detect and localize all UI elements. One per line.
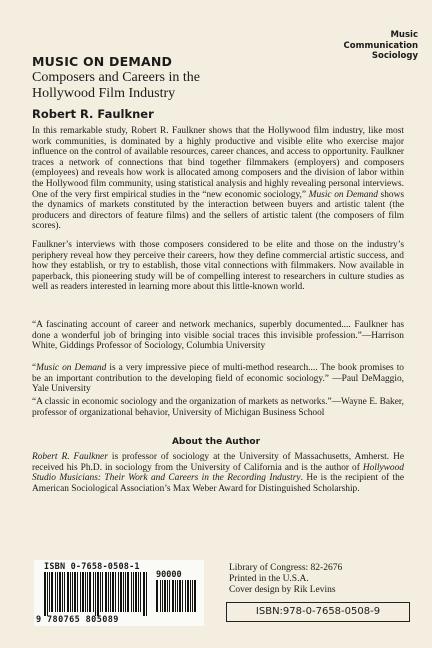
barcode-ean-number: 9 780765 805089 <box>36 615 119 625</box>
barcode-bar <box>179 580 181 612</box>
about-author-heading: About the Author <box>171 437 261 447</box>
barcode-bar <box>67 572 69 612</box>
review-book-title: Music on Demand <box>36 363 107 373</box>
barcode-bar <box>162 580 163 612</box>
barcode-bar <box>80 572 81 612</box>
barcode-bar <box>125 572 126 612</box>
description-text: shows the dynamics of markets constituted by the interaction between buyers and artistic talent (the producers and directors of feature films) and the sellers of artistic talent (the composers of film scores). <box>32 189 404 232</box>
barcode-bar <box>47 572 48 616</box>
barcode-bar <box>160 580 161 612</box>
review-quote: “A fascinating account of career and network mechanics, superbly documented.... Faulkner has done a wonderful job of bringing into visible social traces this invisible profession.”—Harrison White, Giddings Professor of Sociology, Columbia University <box>32 320 404 352</box>
about-text: . He is the recipient of the American Sociological Association’s Max Weber Award for Distinguished Scholarship. <box>32 473 404 494</box>
barcode-bar <box>87 572 88 612</box>
barcode-bar <box>112 572 114 612</box>
barcode-bar <box>190 580 191 612</box>
barcode-bar <box>72 572 73 612</box>
barcode-bar <box>140 572 141 612</box>
barcode-bar <box>95 572 96 616</box>
review-quote <box>32 363 404 395</box>
barcode-bar <box>194 580 196 612</box>
barcode-bar <box>108 572 109 612</box>
about-text: is professor of sociology at the University of Massachusetts, Amherst. He received his Ph.D. in sociology from the University of California and is the author of <box>32 452 404 473</box>
about-author-text <box>32 452 404 494</box>
subtitle-line: Composers and Careers in the <box>32 70 200 85</box>
barcode-bar <box>118 572 119 612</box>
description-text: In this remarkable study, Robert R. Faulkner shows that the Hollywood film industry, like most work communities, is dominated by a highly productive and visible elite who exercise major influence on the control of available resources, career chances, and access to opportunity. Faulkner traces a network of connections that bind together filmmakers (employers) and composers (employees) and reveals how work is allocated among composers and the division of labor within the Hollywood film community, using statistical analysis and highly revealing personal interviews. One of the very first empirical studies in the “new economic sociology,” <box>32 126 404 200</box>
barcode-bar <box>164 580 166 612</box>
barcode-bar <box>44 572 46 616</box>
barcode-bar <box>143 572 145 616</box>
review-text: is a very impressive piece of multi-method research.... The book promises to be an important contribution to the developing field of economic sociology.” —Paul DeMaggio, Yale University <box>32 363 404 395</box>
barcode-bar <box>93 572 94 612</box>
barcode-bar <box>175 580 176 612</box>
barcode-bar <box>100 572 101 612</box>
barcode-bar <box>156 580 158 612</box>
barcode-bar <box>138 572 139 612</box>
barcode-bar <box>146 572 147 616</box>
publication-info <box>229 563 342 597</box>
subject-line: Communication <box>343 40 418 51</box>
cover-design-credit: Cover design by Rik Levins <box>229 585 336 596</box>
barcode-addon-number: 90000 <box>156 570 182 580</box>
subject-category <box>344 30 418 62</box>
barcode <box>34 560 204 626</box>
subtitle-line: Hollywood Film Industry <box>32 86 176 101</box>
barcode-bar <box>49 572 50 612</box>
subject-line: Sociology <box>371 51 418 61</box>
isbn-box: ISBN:978-0-7658-0508-9 <box>226 602 410 622</box>
subject-line: Music <box>390 30 418 40</box>
barcode-bar <box>172 580 174 612</box>
about-book-title: Hollywood Studio Musicians: Their Work and Careers in the Recording Industry <box>32 462 404 484</box>
book-title: MUSIC ON DEMAND <box>32 54 173 69</box>
barcode-bar <box>57 572 58 612</box>
barcode-bar <box>185 580 186 612</box>
about-author-name: Robert R. Faulkner <box>32 452 108 462</box>
book-subtitle <box>32 70 332 102</box>
barcode-bar <box>177 580 178 612</box>
description-book-title: Music on Demand <box>308 189 378 200</box>
barcode-bar <box>187 580 189 612</box>
description-paragraph: Faulkner’s interviews with those composers considered to be elite and those on the industry’s periphery reveal how they perceive their careers, how they define commercial artistic success, and how they establish, or try to establish, those vital connections with filmmakers. Now available in paperback, this pioneering study will be of compelling interest to researchers in culture studies as well as readers interested in learning more about this little-known world. <box>32 240 404 293</box>
barcode-bar <box>182 580 183 612</box>
addon-barcode-bars <box>154 580 198 616</box>
barcode-bar <box>59 572 61 612</box>
barcode-bar <box>167 580 168 612</box>
barcode-bar <box>135 572 137 612</box>
barcode-bar <box>123 572 124 612</box>
barcode-bar <box>102 572 103 612</box>
quote-mark: “ <box>32 363 37 373</box>
barcode-bar <box>97 572 99 616</box>
barcode-bar <box>64 572 65 612</box>
barcode-bar <box>51 572 53 612</box>
barcode-bar <box>62 572 63 612</box>
library-of-congress: Library of Congress: 82-2676 <box>229 563 343 573</box>
barcode-bar <box>70 572 71 612</box>
barcode-bar <box>110 572 111 612</box>
barcode-bar <box>89 572 91 612</box>
barcode-bar <box>55 572 56 612</box>
barcode-bar <box>192 580 193 612</box>
barcode-bar <box>133 572 134 612</box>
barcode-bar <box>131 572 132 612</box>
review-quote: “A classic in economic sociology and the organization of markets as networks.”—Wayne E. Baker, professor of organizational behavior, University of Michigan Business School <box>32 397 404 418</box>
barcode-bar <box>115 572 116 612</box>
barcode-bar <box>120 572 122 612</box>
barcode-bar <box>82 572 84 612</box>
barcode-bar <box>77 572 78 612</box>
barcode-isbn-label: ISBN 0-7658-0508-1 <box>44 562 140 572</box>
barcode-bar <box>85 572 86 612</box>
printed-in: Printed in the U.S.A. <box>229 574 309 585</box>
barcode-bar <box>105 572 107 612</box>
barcode-bar <box>169 580 170 612</box>
barcode-bar <box>127 572 129 612</box>
book-author: Robert R. Faulkner <box>32 107 154 121</box>
barcode-bar <box>74 572 76 612</box>
ean-barcode-bars <box>42 572 150 616</box>
description-paragraph <box>32 126 404 232</box>
